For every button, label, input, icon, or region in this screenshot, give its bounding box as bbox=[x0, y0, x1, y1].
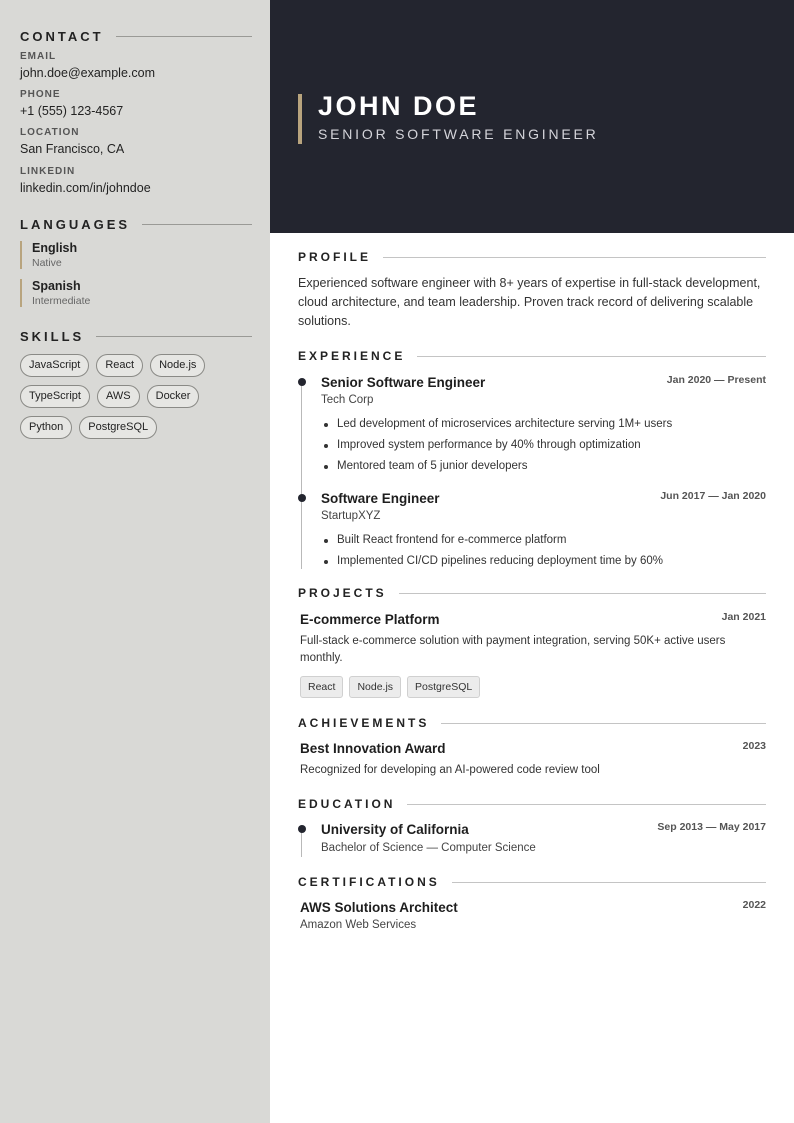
languages-heading bbox=[20, 216, 252, 232]
education-heading-label: EDUCATION bbox=[298, 797, 396, 811]
timeline-line bbox=[301, 380, 302, 569]
contact-heading bbox=[20, 28, 252, 44]
linkedin-value[interactable]: linkedin.com/in/johndoe bbox=[20, 181, 151, 195]
company-name: StartupXYZ bbox=[321, 510, 381, 522]
contact-phone bbox=[20, 89, 123, 119]
job-dates: Jan 2020 — Present bbox=[666, 374, 766, 386]
bullet-item: Led development of microservices architecture serving 1M+ users bbox=[321, 417, 766, 438]
skill-chip: JavaScript bbox=[20, 354, 89, 377]
skill-chip: AWS bbox=[97, 385, 140, 408]
tech-tag: PostgreSQL bbox=[407, 676, 480, 698]
language-level: Native bbox=[32, 257, 62, 269]
divider bbox=[452, 882, 766, 883]
certification-year: 2022 bbox=[742, 899, 766, 911]
person-name: JOHN DOE bbox=[318, 91, 480, 121]
timeline-dot bbox=[298, 825, 306, 833]
company-name: Tech Corp bbox=[321, 394, 374, 406]
divider bbox=[116, 36, 252, 37]
job-bullets bbox=[321, 417, 766, 480]
skill-chip: PostgreSQL bbox=[79, 416, 157, 439]
language-item bbox=[20, 279, 90, 307]
school-name: University of California bbox=[321, 822, 469, 837]
profile-summary: Experienced software engineer with 8+ years of expertise in full-stack development, cloud architecture, and team leadership. Proven track record of delivering scalable solutions. bbox=[298, 276, 761, 328]
divider bbox=[407, 804, 766, 805]
job-title: Software Engineer bbox=[321, 491, 440, 506]
bullet-item: Built React frontend for e-commerce platform bbox=[321, 533, 766, 554]
language-level: Intermediate bbox=[32, 295, 91, 307]
divider bbox=[96, 336, 252, 337]
divider bbox=[142, 224, 252, 225]
timeline-dot bbox=[298, 494, 306, 502]
certifications-heading-label: CERTIFICATIONS bbox=[298, 875, 440, 889]
achievement-description: Recognized for developing an AI-powered code review tool bbox=[300, 764, 600, 776]
skill-chip: Python bbox=[20, 416, 72, 439]
tech-tag: Node.js bbox=[349, 676, 401, 698]
job-title-headline: SENIOR SOFTWARE ENGINEER bbox=[318, 126, 599, 142]
divider bbox=[399, 593, 766, 594]
location-label: LOCATION bbox=[20, 127, 80, 138]
education-dates: Sep 2013 — May 2017 bbox=[657, 821, 766, 833]
email-value[interactable]: john.doe@example.com bbox=[20, 66, 155, 80]
tech-tag: React bbox=[300, 676, 343, 698]
projects-heading bbox=[298, 586, 766, 600]
experience-heading-label: EXPERIENCE bbox=[298, 349, 406, 363]
skill-chip: React bbox=[96, 354, 143, 377]
bullet-item: Implemented CI/CD pipelines reducing deployment time by 60% bbox=[321, 554, 766, 575]
education-heading bbox=[298, 797, 766, 811]
certification-issuer: Amazon Web Services bbox=[300, 919, 417, 931]
certifications-heading bbox=[298, 875, 766, 889]
contact-email bbox=[20, 51, 155, 81]
job-title: Senior Software Engineer bbox=[321, 375, 486, 390]
achievement-name: Best Innovation Award bbox=[300, 741, 446, 756]
projects-heading-label: PROJECTS bbox=[298, 586, 387, 600]
bullet-item: Improved system performance by 40% through optimization bbox=[321, 438, 766, 459]
project-name: E-commerce Platform bbox=[300, 612, 440, 627]
skills-heading bbox=[20, 328, 252, 344]
experience-heading bbox=[298, 349, 766, 363]
phone-label: PHONE bbox=[20, 89, 61, 100]
skill-chip: TypeScript bbox=[20, 385, 90, 408]
name-block bbox=[298, 91, 599, 144]
email-label: EMAIL bbox=[20, 51, 57, 62]
divider bbox=[383, 257, 766, 258]
language-item bbox=[20, 241, 77, 269]
divider bbox=[417, 356, 766, 357]
contact-linkedin bbox=[20, 166, 151, 196]
linkedin-label: LINKEDIN bbox=[20, 166, 76, 177]
language-name: Spanish bbox=[32, 279, 81, 293]
degree: Bachelor of Science — Computer Science bbox=[321, 842, 536, 854]
contact-location bbox=[20, 127, 124, 157]
resume-header bbox=[270, 0, 794, 233]
achievements-heading bbox=[298, 716, 766, 730]
project-tags bbox=[300, 676, 486, 698]
project-description: Full-stack e-commerce solution with payment integration, serving 50K+ active users monthly. bbox=[300, 635, 726, 664]
skill-chip: Node.js bbox=[150, 354, 205, 377]
language-name: English bbox=[32, 241, 78, 255]
timeline-dot bbox=[298, 378, 306, 386]
skill-chip: Docker bbox=[147, 385, 200, 408]
skills-heading-label: SKILLS bbox=[20, 328, 85, 344]
certification-name: AWS Solutions Architect bbox=[300, 900, 458, 915]
achievements-heading-label: ACHIEVEMENTS bbox=[298, 716, 430, 730]
languages-heading-label: LANGUAGES bbox=[20, 216, 131, 232]
sidebar bbox=[0, 0, 270, 1123]
profile-heading bbox=[298, 250, 766, 264]
job-dates: Jun 2017 — Jan 2020 bbox=[660, 490, 766, 502]
job-bullets bbox=[321, 533, 766, 575]
project-date: Jan 2021 bbox=[721, 611, 766, 623]
skills-list bbox=[20, 354, 256, 439]
location-value: San Francisco, CA bbox=[20, 142, 125, 156]
profile-heading-label: PROFILE bbox=[298, 250, 372, 264]
contact-heading-label: CONTACT bbox=[20, 28, 104, 44]
achievement-year: 2023 bbox=[742, 740, 766, 752]
phone-value[interactable]: +1 (555) 123-4567 bbox=[20, 104, 124, 118]
divider bbox=[441, 723, 766, 724]
bullet-item: Mentored team of 5 junior developers bbox=[321, 459, 766, 480]
